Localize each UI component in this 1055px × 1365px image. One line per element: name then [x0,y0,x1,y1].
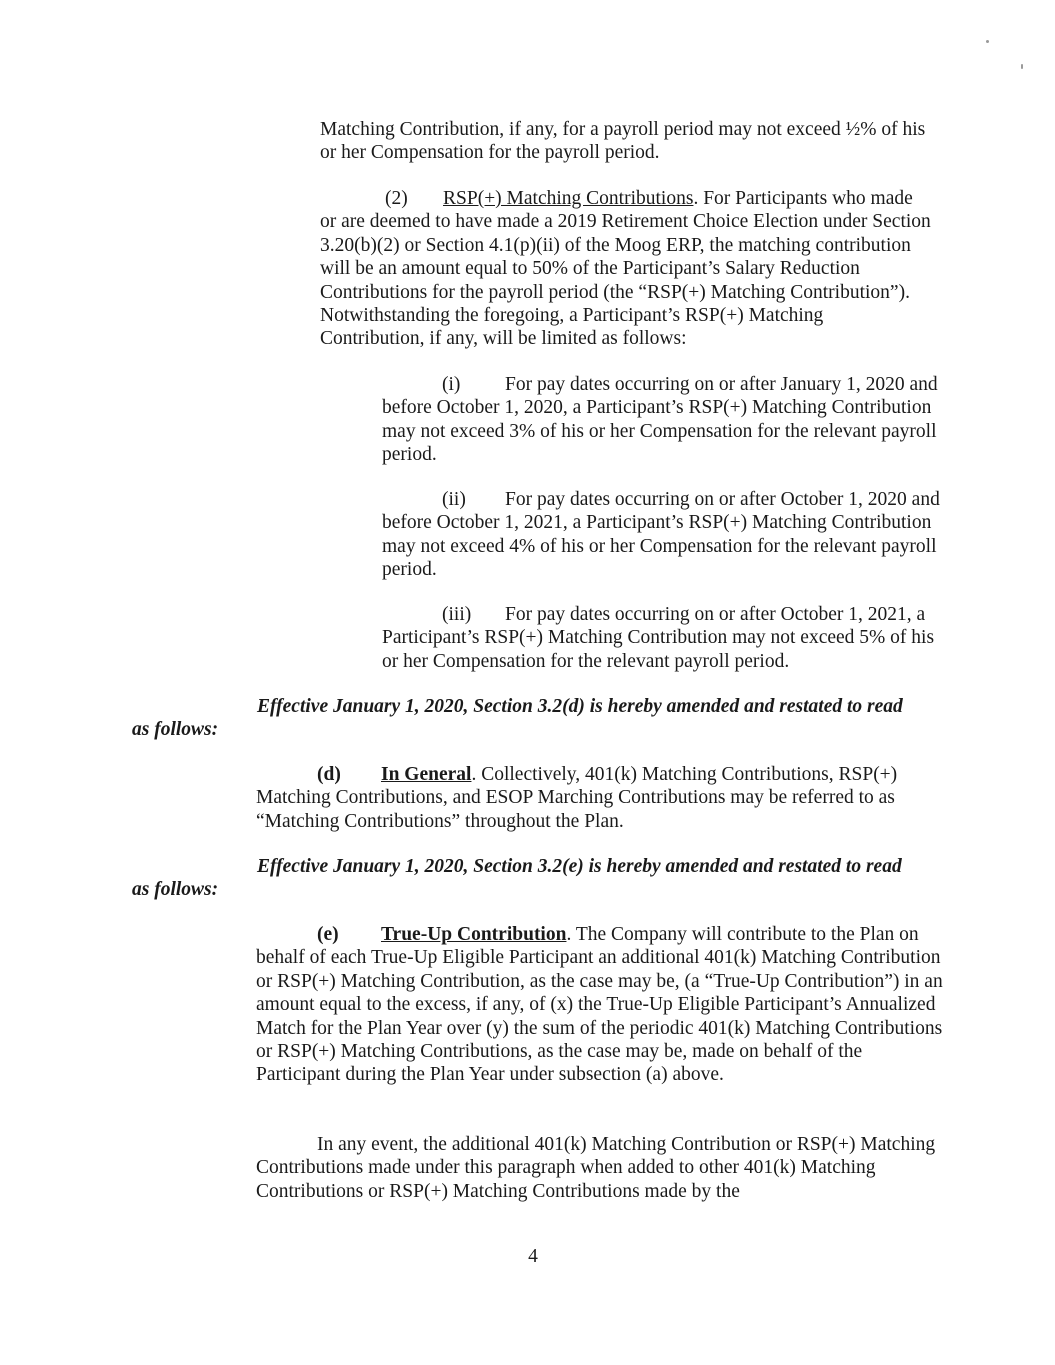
subparagraph-ii [382,488,942,582]
subparagraph-body: For pay dates occurring on or after January 1, 2020 and before October 1, 2020, a Participant’s RSP(+) Matching Contribution may not exceed 3% of his or her Compensation for the relevant payroll period. [382,374,938,466]
subparagraph-body: For pay dates occurring on or after October 1, 2020 and before October 1, 2021, a Participant’s RSP(+) Matching Contribution may not exceed 4% of his or her Compensation for the relevant payroll period. [382,489,940,581]
paragraph-2-rsp-matching [320,187,932,351]
paragraph-intro-continuation: Matching Contribution, if any, for a payroll period may not exceed ½% of his or her Compensation for the payroll period. [320,119,926,164]
section-body: . Collectively, 401(k) Matching Contributions, RSP(+) Matching Contributions, and ESOP Marching Contributions may be referred to as “Matching Contributions” throughout the Plan. [256,764,898,832]
scan-speck [1021,64,1023,69]
paragraph-final: In any event, the additional 401(k) Matching Contribution or RSP(+) Matching Contributions made under this paragraph when added to other 401(k) Matching Contributions or RSP(+) Matching Contributions made by the [256,1134,936,1202]
section-number: (d) [317,764,341,785]
subparagraph-i [382,373,942,467]
paragraph-body: . For Participants who made or are deemed to have made a 2019 Retirement Choice Election under Section 3.20(b)(2) or Section 4.1(p)(ii) of the Moog ERP, the matching contribution will be an amount equal to 50% of the Participant’s Salary Reduction Contributions for the payroll period (the “RSP(+) Matching Contribution”). Notwithstanding the foregoing, a Participant’s RSP(+) Matching Contribution, if any, will be limited as follows: [320,188,931,350]
subparagraph-number: (iii) [442,604,472,625]
section-heading: True-Up Contribution [381,924,567,945]
subparagraph-iii [382,603,942,673]
subparagraph-number: (i) [442,374,461,395]
section-e-true-up-contribution [256,923,946,1087]
section-heading: RSP(+) Matching Contributions [443,188,694,209]
page-number: 4 [528,1246,538,1267]
section-d-in-general [256,763,946,833]
paragraph-number: (2) [385,188,408,209]
section-number: (e) [317,924,339,945]
amendment-instruction-3-2-d: Effective January 1, 2020, Section 3.2(d) is hereby amended and restated to read as follows: [132,696,903,741]
subparagraph-body: For pay dates occurring on or after October 1, 2021, a Participant’s RSP(+) Matching Contribution may not exceed 5% of his or her Compensation for the relevant payroll period. [382,604,935,672]
scan-speck [986,40,989,43]
amendment-instruction-3-2-e: Effective January 1, 2020, Section 3.2(e) is hereby amended and restated to read as follows: [132,856,902,901]
subparagraph-number: (ii) [442,489,466,510]
section-body: . The Company will contribute to the Plan on behalf of each True-Up Eligible Participant an additional 401(k) Matching Contribution or RSP(+) Matching Contribution, as the case may be, (a “True-Up Contribution”) in an amount equal to the excess, if any, of (x) the True-Up Eligible Participant’s Annualized Match for the Plan Year over (y) the sum of the periodic 401(k) Matching Contributions or RSP(+) Matching Contributions, as the case may be, made on behalf of the Participant during the Plan Year under subsection (a) above. [256,924,943,1086]
section-heading: In General [381,764,472,785]
